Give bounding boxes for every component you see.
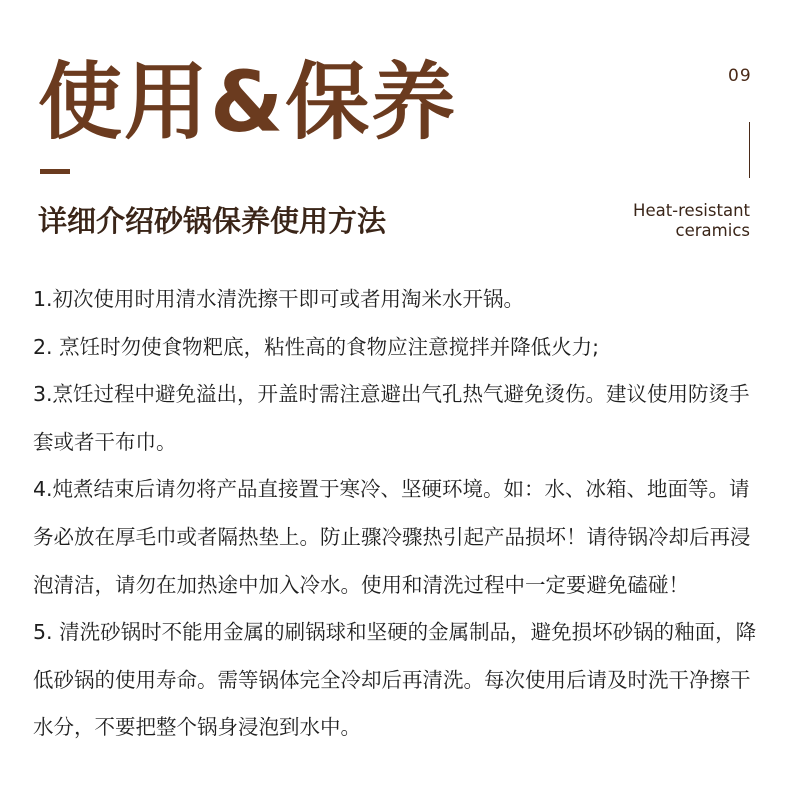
instructions-body: [33, 276, 761, 752]
instruction-paragraph-2: 2. 烹饪时勿使食物粑底，粘性高的食物应注意搅拌并降低火力;: [33, 334, 599, 359]
vertical-divider: [749, 122, 750, 178]
tagline-line-2: ceramics: [675, 221, 750, 240]
page-subtitle: 详细介绍砂锅保养使用方法: [38, 204, 387, 238]
instruction-paragraph-3: 3.烹饪过程中避免溢出，开盖时需注意避出气孔热气避免烫伤。建议使用防烫手套或者干布巾。: [33, 382, 750, 454]
title-underline-divider: [40, 169, 70, 174]
instruction-paragraph-4: 4.炖煮结束后请勿将产品直接置于寒冷、坚硬环境。如：水、冰箱、地面等。请务必放在厚毛巾或者隔热垫上。防止骤冷骤热引起产品损坏！请待锅冷却后再浸泡清洁，请勿在加热途中加入冷水。使用和清洗过程中一定要避免磕碰！: [33, 477, 751, 597]
page-number: 09: [728, 66, 752, 86]
tagline-line-1: Heat-resistant: [633, 201, 750, 220]
instruction-paragraph-1: 1.初次使用时用清水清洗擦干即可或者用淘米水开锅。: [33, 287, 525, 311]
tagline: [633, 201, 750, 241]
page-title: 使用&保养: [38, 53, 458, 151]
instruction-paragraph-5: 5. 清洗砂锅时不能用金属的刷锅球和坚硬的金属制品，避免损坏砂锅的釉面，降低砂锅的使用寿命。需等锅体完全冷却后再清洗。每次使用后请及时洗干净擦干水分，不要把整个锅身浸泡到水中。: [33, 620, 757, 740]
